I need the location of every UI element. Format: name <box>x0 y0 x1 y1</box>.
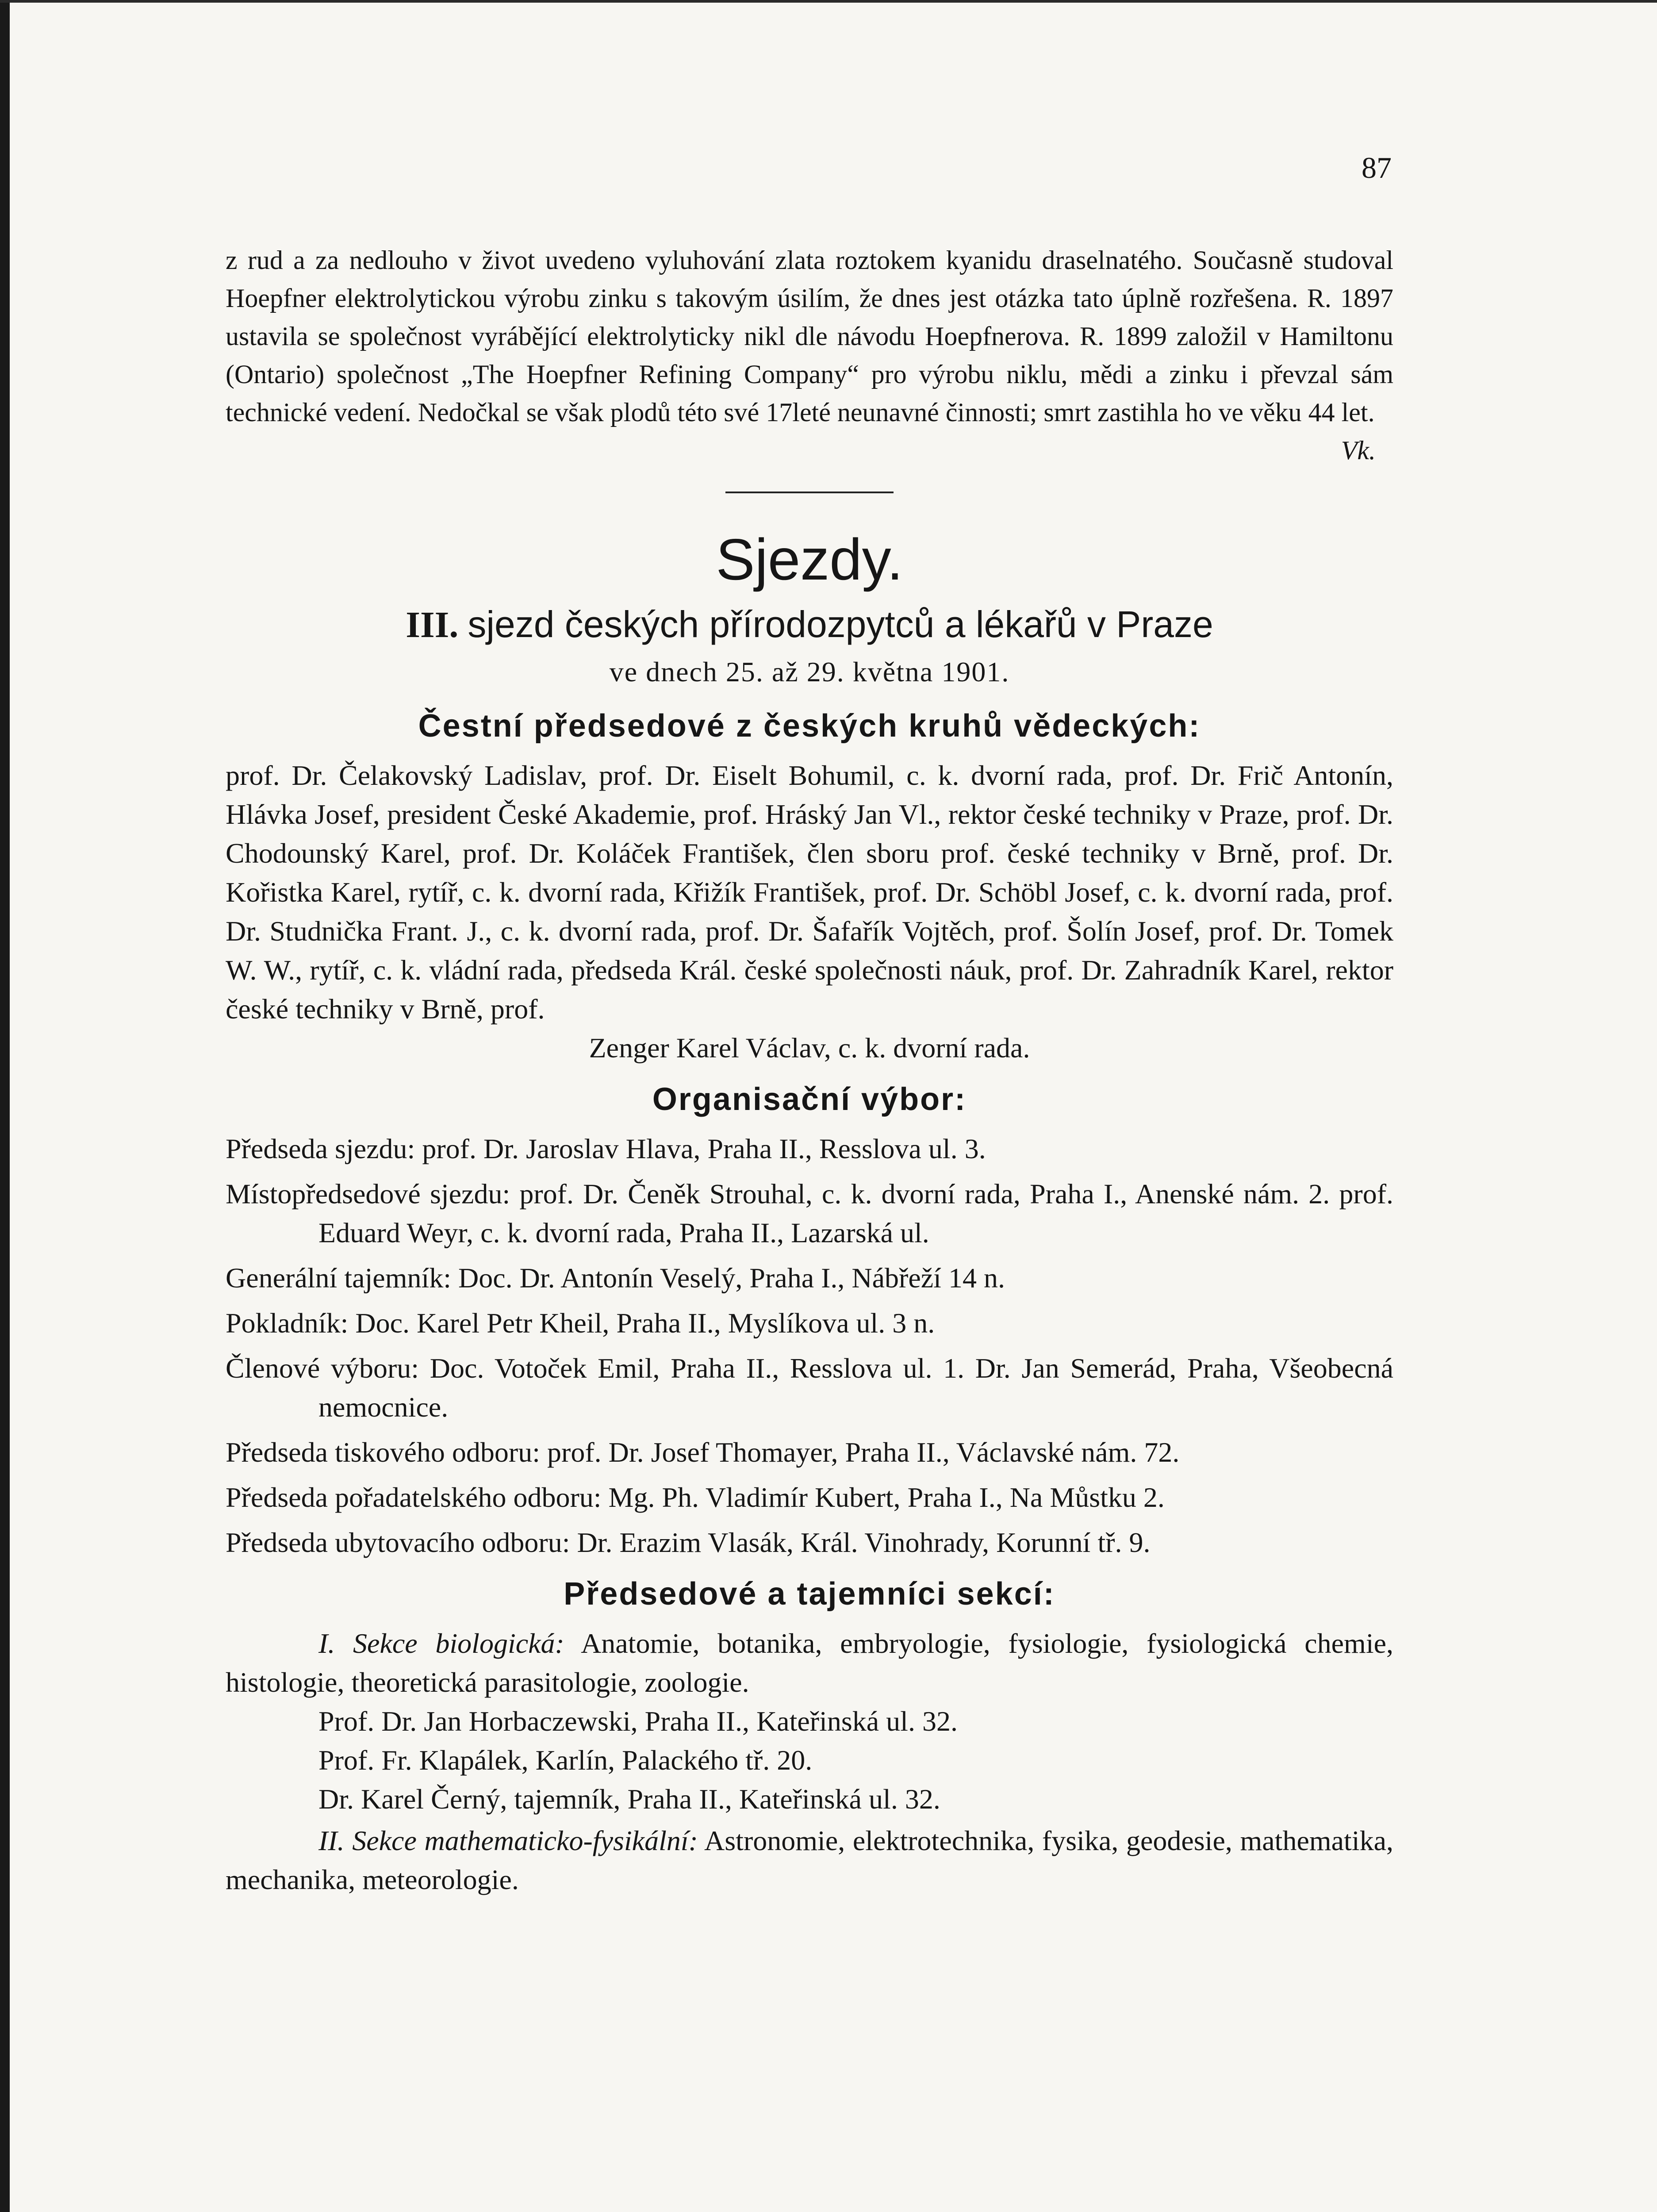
section-biology-topics: Anatomie, botanika, embryologie, fysiologie, fysiologická chemie, histologie, theoretická parasitologie, zoologie. <box>226 1628 1394 1698</box>
page-title: Sjezdy. <box>716 527 903 592</box>
section-math-physics-topics: Astronomie, elektrotechnika, fysika, geodesie, mathematika, mechanika, meteorologie. <box>226 1825 1394 1895</box>
committee-list <box>226 1129 1393 1562</box>
page-content <box>226 241 1393 1899</box>
honorary-last-line: Zenger Karel Václav, c. k. dvorní rada. <box>589 1032 1030 1064</box>
committee-entry: Předseda tiskového odboru: prof. Dr. Josef Thomayer, Praha II., Václavské nám. 72. <box>226 1436 1180 1468</box>
section-member: Prof. Fr. Klapálek, Karlín, Palackého tř. 20. <box>318 1744 813 1776</box>
committee-entry: Místopředsedové sjezdu: prof. Dr. Čeněk Strouhal, c. k. dvorní rada, Praha I., Anenské nám. 2. prof. Eduard Weyr, c. k. dvorní rada, Praha II., Lazarská ul. <box>226 1178 1393 1248</box>
honorary-text: prof. Dr. Čelakovský Ladislav, prof. Dr. Eiselt Bohumil, c. k. dvorní rada, prof. Dr. Frič Antonín, Hlávka Josef, president České Akademie, prof. Hráský Jan Vl., rektor české techniky v Praze, prof. Dr. Chodounský Karel, prof. Dr. Koláček František, člen sboru prof. české techniky v Brně, prof. Dr. Kořistka Karel, rytíř, c. k. dvorní rada, Křižík František, prof. Dr. Schöbl Josef, c. k. dvorní rada, prof. Dr. Studnička Frant. J., c. k. dvorní rada, prof. Dr. Šafařík Vojtěch, prof. Šolín Josef, prof. Dr. Tomek W. W., rytíř, c. k. vládní rada, předseda Král. české společnosti náuk, prof. Dr. Zahradník Karel, rektor české techniky v Brně, prof. <box>226 760 1393 1025</box>
intro-paragraph <box>226 241 1393 469</box>
section-member: Dr. Karel Černý, tajemník, Praha II., Kateřinská ul. 32. <box>318 1783 940 1815</box>
congress-name: sjezd českých přírodozpytců a lékařů v Praze <box>468 603 1213 645</box>
congress-dates: ve dnech 25. až 29. května 1901. <box>609 656 1010 687</box>
intro-text: z rud a za nedlouho v život uvedeno vyluhování zlata roztokem kyanidu draselnatého. Současně studoval Hoepfner elektrolytickou výrobu zinku s takovým úsilím, že dnes jest otázka tato úplně rozřešena. R. 1897 ustavila se společnost vyrábějící elektrolyticky nikl dle návodu Hoepfnerova. R. 1899 založil v Hamiltonu (Ontario) společnost „The Hoepfner Refining Company“ pro výrobu niklu, mědi a zinku i převzal sám technické vedení. Nedočkal se však plodů této své 17leté neunavné činnosti; smrt zastihla ho ve věku 44 let. <box>226 246 1393 427</box>
honorary-heading: Čestní předsedové z českých kruhů vědeckých: <box>418 708 1201 744</box>
intro-signature: Vk. <box>1341 436 1376 465</box>
section-biology <box>226 1624 1393 1702</box>
committee-entry: Předseda sjezdu: prof. Dr. Jaroslav Hlava, Praha II., Resslova ul. 3. <box>226 1133 986 1164</box>
section-divider <box>725 492 894 493</box>
sections-list <box>226 1624 1393 1899</box>
scan-edge-top <box>0 0 1657 3</box>
section-math-physics <box>226 1821 1393 1899</box>
sections-heading: Předsedové a tajemníci sekcí: <box>564 1576 1055 1612</box>
committee-entry: Generální tajemník: Doc. Dr. Antonín Veselý, Praha I., Nábřeží 14 n. <box>226 1262 1005 1294</box>
section-math-physics-name: II. Sekce mathematicko-fysikální: <box>318 1825 698 1856</box>
honorary-paragraph <box>226 756 1393 1068</box>
page-number: 87 <box>1362 151 1392 184</box>
committee-entry: Členové výboru: Doc. Votoček Emil, Praha II., Resslova ul. 1. Dr. Jan Semerád, Praha, Všeobecná nemocnice. <box>226 1352 1393 1423</box>
congress-subtitle <box>226 599 1393 650</box>
scan-edge-left <box>0 0 10 2212</box>
congress-ordinal: III. <box>406 604 459 645</box>
committee-heading: Organisační výbor: <box>652 1082 967 1117</box>
section-member: Prof. Dr. Jan Horbaczewski, Praha II., Kateřinská ul. 32. <box>318 1705 958 1737</box>
committee-entry: Pokladník: Doc. Karel Petr Kheil, Praha II., Myslíkova ul. 3 n. <box>226 1307 935 1339</box>
committee-entry: Předseda pořadatelského odboru: Mg. Ph. Vladimír Kubert, Praha I., Na Můstku 2. <box>226 1482 1165 1513</box>
committee-entry: Předseda ubytovacího odboru: Dr. Erazim Vlasák, Král. Vinohrady, Korunní tř. 9. <box>226 1527 1151 1558</box>
section-biology-name: I. Sekce biologická: <box>318 1628 564 1659</box>
